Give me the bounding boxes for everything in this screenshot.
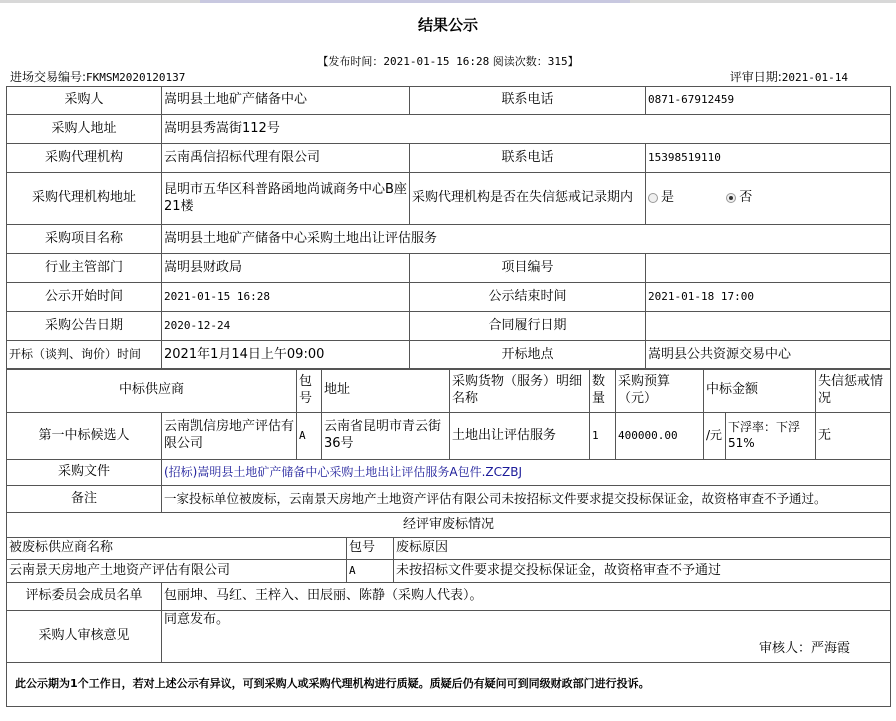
winner-table bbox=[6, 368, 891, 460]
open-time: 2021年1月14日上午09:00 bbox=[162, 341, 410, 370]
review-date-label: 评审日期: bbox=[729, 70, 782, 84]
agent-phone-label: 联系电话 bbox=[410, 144, 646, 173]
winner-credit: 无 bbox=[816, 413, 891, 460]
credit-options bbox=[646, 173, 891, 225]
winner-address: 云南省昆明市青云街36号 bbox=[322, 413, 450, 460]
agent-addr-label: 采购代理机构地址 bbox=[7, 173, 162, 225]
reviewer: 审核人：严海霞 bbox=[758, 641, 850, 657]
agent-addr: 昆明市五华区科普路函地尚诚商务中心B座21楼 bbox=[162, 173, 410, 225]
winner-rank: 第一中标候选人 bbox=[7, 413, 162, 460]
credit-yes-label: 是 bbox=[661, 190, 675, 206]
rejected-reason: 未按招标文件要求提交投标保证金，故资格审查不予通过 bbox=[394, 560, 891, 583]
start-time: 2021-01-15 16:28 bbox=[162, 283, 410, 312]
winner-supplier: 云南凯信房地产评估有限公司 bbox=[162, 413, 297, 460]
trade-no-value: FKMSM2020120137 bbox=[86, 71, 186, 84]
winner-rate: 下浮率：下浮51% bbox=[726, 413, 816, 460]
buyer-phone-label: 联系电话 bbox=[410, 87, 646, 115]
credit-yes-radio[interactable] bbox=[648, 193, 658, 203]
buyer-phone: 0871-67912459 bbox=[646, 87, 891, 115]
dept-label: 行业主管部门 bbox=[7, 254, 162, 283]
top-bar bbox=[0, 0, 896, 3]
opinion-text: 同意发布。 bbox=[164, 612, 230, 627]
place-label: 开标地点 bbox=[410, 341, 646, 370]
rejected-header-name: 被废标供应商名称 bbox=[7, 538, 347, 560]
buyer-value: 嵩明县土地矿产储备中心 bbox=[162, 87, 410, 115]
rejected-package: A bbox=[347, 560, 394, 583]
rejected-header-package: 包号 bbox=[347, 538, 394, 560]
review-date-value: 2021-01-14 bbox=[781, 71, 848, 84]
project-label: 采购项目名称 bbox=[7, 225, 162, 254]
header-budget: 采购预算（元） bbox=[616, 369, 704, 413]
header-credit: 失信惩戒情况 bbox=[816, 369, 891, 413]
credit-no-label: 否 bbox=[739, 190, 753, 206]
end-time: 2021-01-18 17:00 bbox=[646, 283, 891, 312]
notice-date-label: 采购公告日期 bbox=[7, 312, 162, 341]
project-no-label: 项目编号 bbox=[410, 254, 646, 283]
end-label: 公示结束时间 bbox=[410, 283, 646, 312]
trade-number bbox=[10, 68, 185, 85]
committee-label: 评标委员会成员名单 bbox=[7, 583, 162, 611]
header-address: 地址 bbox=[322, 369, 450, 413]
read-count: 315 bbox=[547, 55, 568, 68]
opinion-cell bbox=[162, 611, 891, 663]
header-supplier: 中标供应商 bbox=[7, 369, 297, 413]
info-table bbox=[6, 86, 891, 370]
buyer-addr-label: 采购人地址 bbox=[7, 115, 162, 144]
contract-label: 合同履行日期 bbox=[410, 312, 646, 341]
rejected-header-reason: 废标原因 bbox=[394, 538, 891, 560]
winner-amount-unit: /元 bbox=[704, 413, 726, 460]
header-qty: 数量 bbox=[590, 369, 616, 413]
notice-date: 2020-12-24 bbox=[162, 312, 410, 341]
credit-label: 采购代理机构是否在失信惩戒记录期内 bbox=[410, 173, 646, 225]
opinion-label: 采购人审核意见 bbox=[7, 611, 162, 663]
docs-file-link[interactable]: (招标)嵩明县土地矿产储备中心采购土地出让评估服务A包件.ZCZBJ bbox=[162, 460, 891, 486]
committee-table bbox=[6, 582, 891, 707]
agent-label: 采购代理机构 bbox=[7, 144, 162, 173]
remark-text: 一家投标单位被废标，云南景天房地产土地资产评估有限公司未按招标文件要求提交投标保证金，故资格审查不予通过。 bbox=[162, 486, 891, 513]
winner-budget: 400000.00 bbox=[616, 413, 704, 460]
footnote: 此公示期为1个工作日，若对上述公示有异议，可到采购人或采购代理机构进行质疑。质疑后仍有疑问可到同级财政部门进行投诉。 bbox=[7, 663, 891, 707]
read-label: 阅读次数： bbox=[489, 55, 548, 68]
rejected-name: 云南景天房地产土地资产评估有限公司 bbox=[7, 560, 347, 583]
committee-members: 包丽坤、马红、王梓入、田辰丽、陈静（采购人代表）。 bbox=[162, 583, 891, 611]
review-date bbox=[730, 68, 848, 85]
docs-label: 采购文件 bbox=[7, 460, 162, 486]
open-time-label: 开标（谈判、询价）时间 bbox=[7, 341, 162, 370]
buyer-addr: 嵩明县秀嵩街112号 bbox=[162, 115, 891, 144]
winner-package: A bbox=[297, 413, 322, 460]
rejected-section-title: 经评审废标情况 bbox=[7, 513, 891, 538]
page-title: 结果公示 bbox=[417, 16, 478, 34]
pub-time: 2021-01-15 16:28 bbox=[383, 55, 490, 68]
winner-qty: 1 bbox=[590, 413, 616, 460]
winner-item: 土地出让评估服务 bbox=[450, 413, 590, 460]
credit-no-radio[interactable] bbox=[726, 193, 736, 203]
rejected-table bbox=[6, 512, 891, 583]
agent-value: 云南禹信招标代理有限公司 bbox=[162, 144, 410, 173]
dept-value: 嵩明县财政局 bbox=[162, 254, 410, 283]
trade-no-label: 进场交易编号: bbox=[10, 70, 87, 84]
pub-suffix: 】 bbox=[567, 55, 579, 68]
buyer-label: 采购人 bbox=[7, 87, 162, 115]
header-amount: 中标金额 bbox=[704, 369, 816, 413]
docs-table bbox=[6, 459, 891, 513]
contract-date bbox=[646, 312, 891, 341]
header-item: 采购货物（服务）明细名称 bbox=[450, 369, 590, 413]
header-package: 包号 bbox=[297, 369, 322, 413]
top-bar-segment bbox=[200, 0, 630, 3]
publish-info bbox=[0, 53, 896, 69]
remark-label: 备注 bbox=[7, 486, 162, 513]
start-label: 公示开始时间 bbox=[7, 283, 162, 312]
project-no bbox=[646, 254, 891, 283]
project-name: 嵩明县土地矿产储备中心采购土地出让评估服务 bbox=[162, 225, 891, 254]
place-value: 嵩明县公共资源交易中心 bbox=[646, 341, 891, 370]
agent-phone: 15398519110 bbox=[646, 144, 891, 173]
pub-prefix: 【发布时间： bbox=[317, 55, 384, 68]
